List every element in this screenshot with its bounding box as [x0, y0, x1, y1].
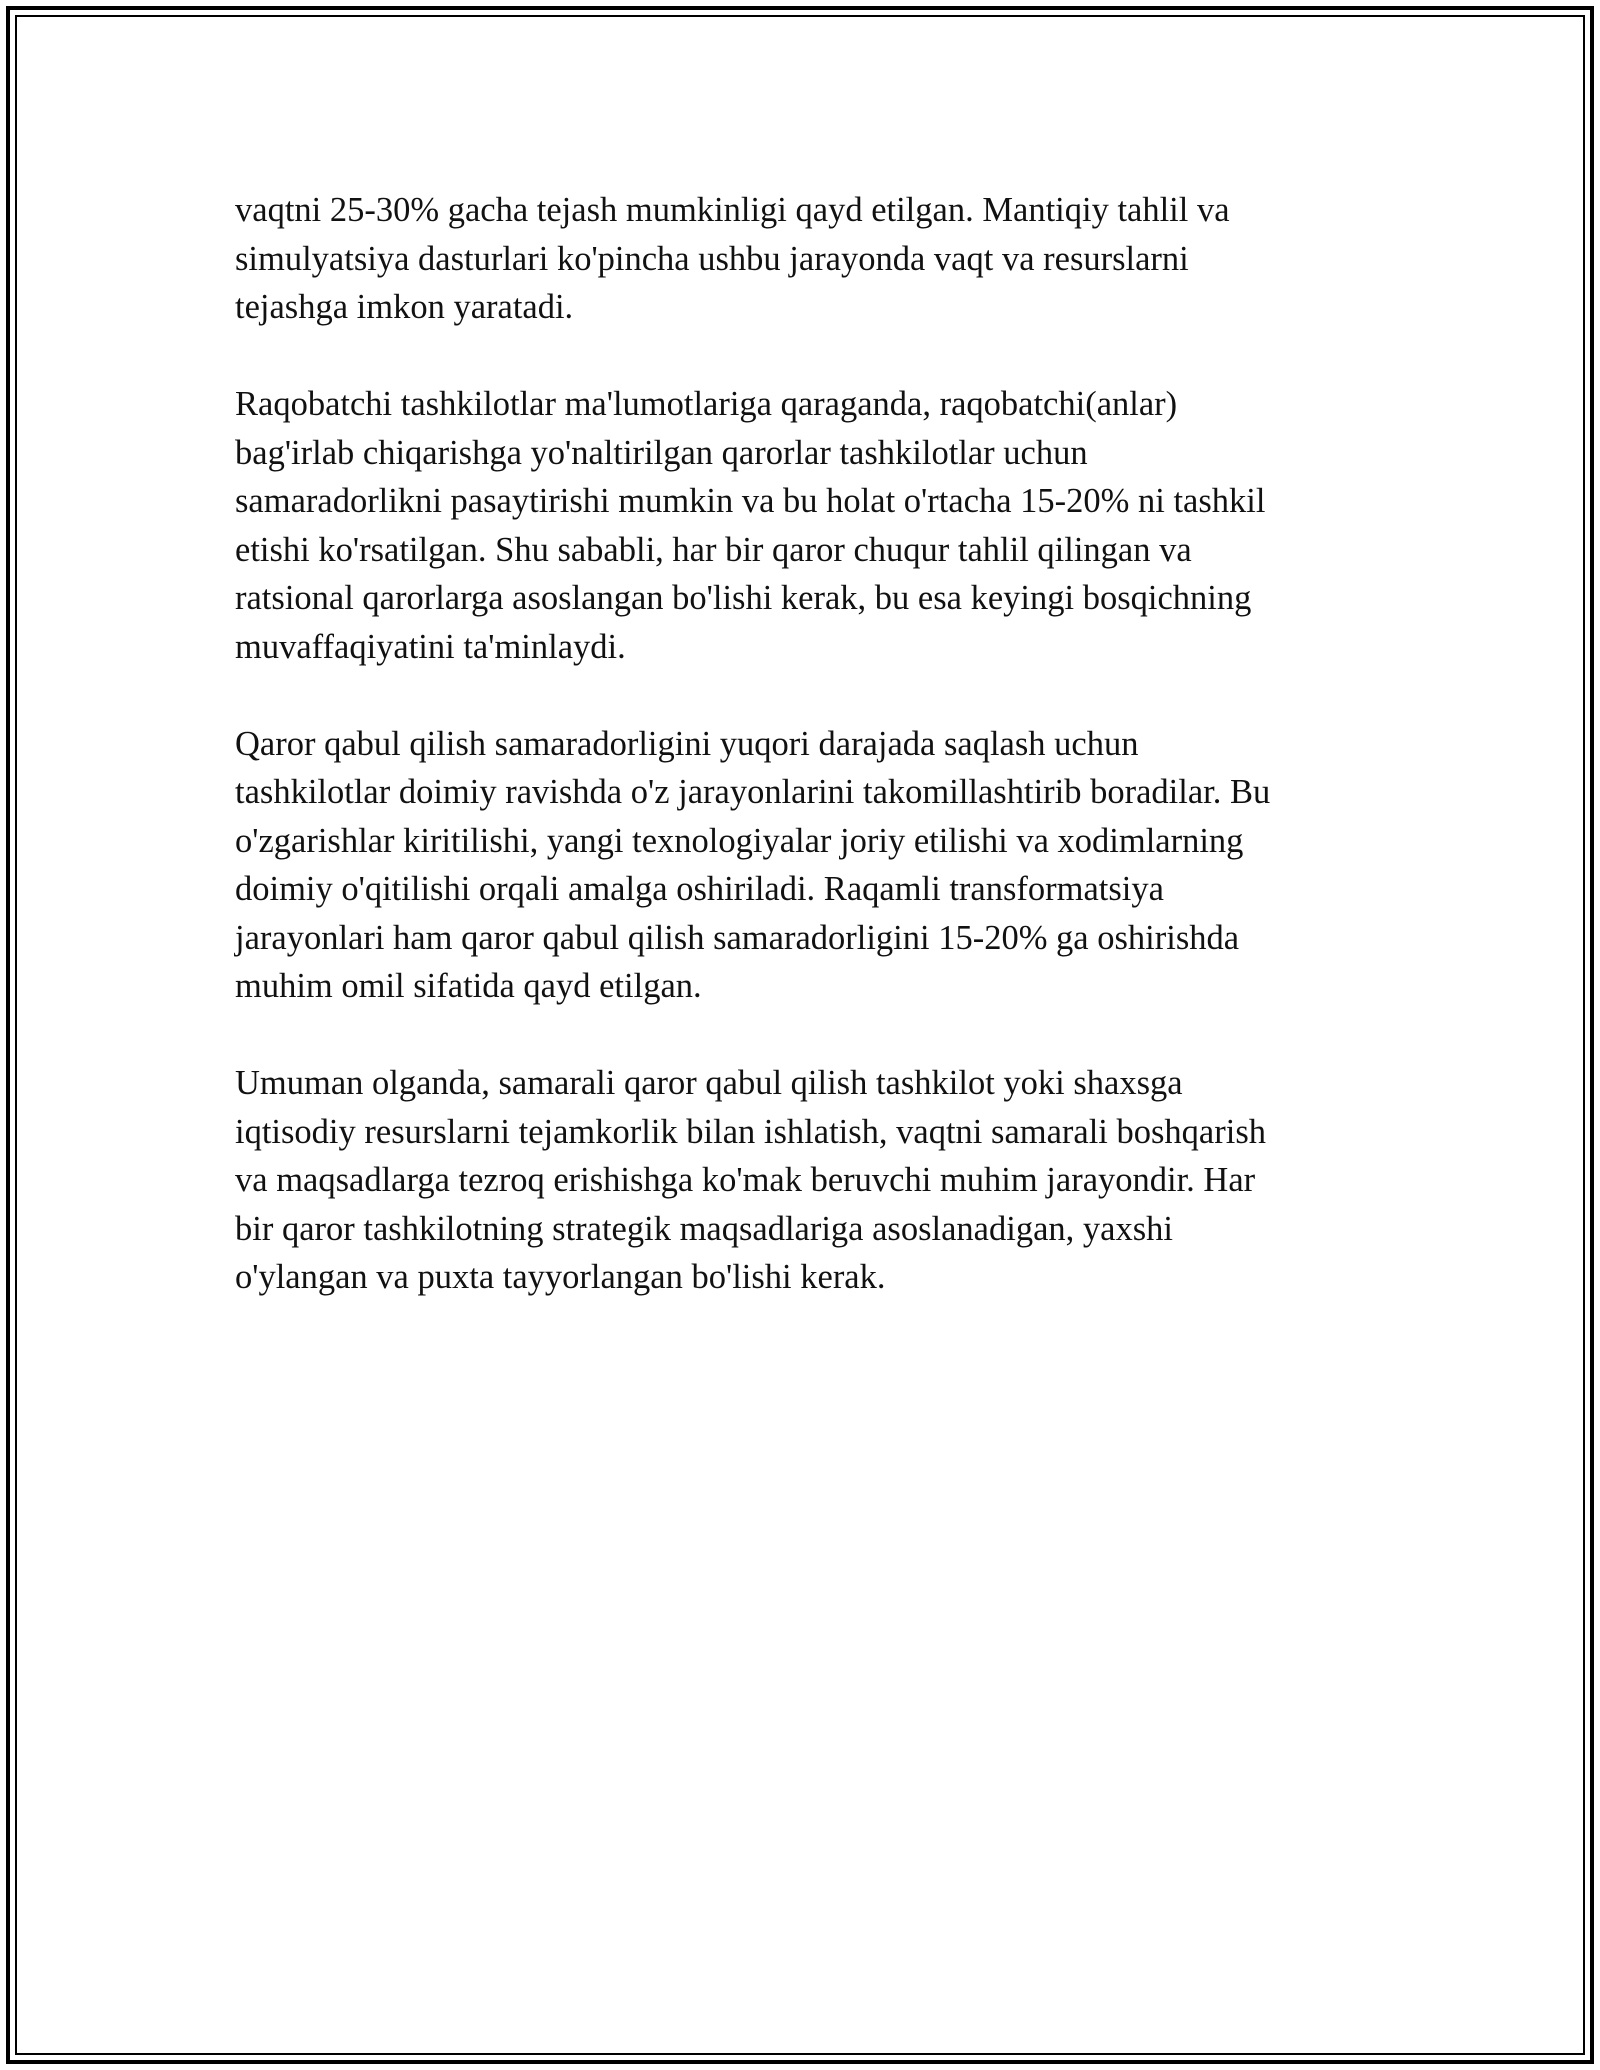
text-line: ratsional qarorlarga asoslangan bo'lishi kerak, bu esa keyingi bosqichning	[235, 579, 1252, 617]
text-line: o'zgarishlar kiritilishi, yangi texnologiyalar joriy etilishi va xodimlarning	[235, 821, 1244, 860]
text-line: muvaffaqiyatini ta'minlaydi.	[235, 627, 626, 666]
paragraph-1	[235, 186, 1370, 332]
text-line: samaradorlikni pasaytirishi mumkin va bu holat o'rtacha 15-20% ni tashkil	[235, 482, 1266, 520]
text-line: vaqtni 25-30% gacha tejash mumkinligi qayd etilgan. Mantiqiy tahlil va	[235, 191, 1230, 229]
text-line: tejashga imkon yaratadi.	[235, 288, 574, 326]
text-line: Qaror qabul qilish samaradorligini yuqori darajada saqlash uchun	[235, 724, 1139, 763]
text-line: jarayonlari ham qaror qabul qilish samaradorligini 15-20% ga oshirishda	[235, 918, 1240, 957]
text-line: muhim omil sifatida qayd etilgan.	[235, 967, 702, 1005]
text-line: o'ylangan va puxta tayyorlangan bo'lishi kerak.	[235, 1258, 886, 1296]
paragraph-3	[235, 720, 1370, 1011]
paragraph-2	[235, 380, 1370, 671]
text-line: va maqsadlarga tezroq erishishga ko'mak beruvchi muhim jarayondir. Har	[235, 1161, 1256, 1199]
text-line: tashkilotlar doimiy ravishda o'z jarayonlarini takomillashtirib boradilar. Bu	[235, 773, 1271, 811]
text-line: bag'irlab chiqarishga yo'naltirilgan qarorlar tashkilotlar uchun	[235, 433, 1088, 472]
text-line: doimiy o'qitilishi orqali amalga oshiriladi. Raqamli transformatsiya	[235, 870, 1164, 908]
document-body	[235, 186, 1370, 1350]
text-line: simulyatsiya dasturlari ko'pincha ushbu jarayonda vaqt va resurslarni	[235, 239, 1189, 278]
text-line: Umuman olganda, samarali qaror qabul qilish tashkilot yoki shaxsga	[235, 1064, 1183, 1102]
text-line: iqtisodiy resurslarni tejamkorlik bilan ishlatish, vaqtni samarali boshqarish	[235, 1112, 1266, 1151]
text-line: Raqobatchi tashkilotlar ma'lumotlariga qaraganda, raqobatchi(anlar)	[235, 385, 1178, 423]
text-line: bir qaror tashkilotning strategik maqsadlariga asoslanadigan, yaxshi	[235, 1209, 1173, 1248]
paragraph-4	[235, 1059, 1370, 1302]
text-line: etishi ko'rsatilgan. Shu sababli, har bir qaror chuqur tahlil qilingan va	[235, 530, 1192, 569]
